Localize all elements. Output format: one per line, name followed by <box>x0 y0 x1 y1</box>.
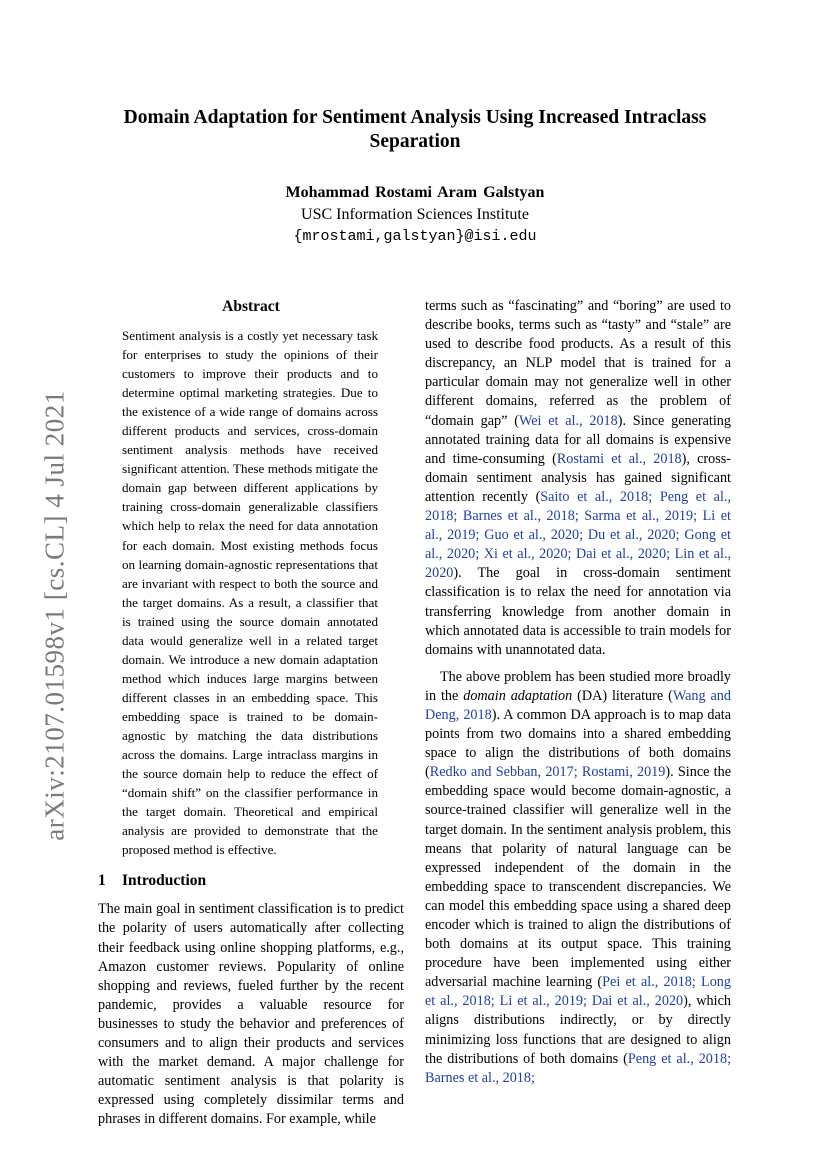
author-block <box>110 182 720 248</box>
citation-link[interactable]: Saito et al., 2018; Peng et al., 2018; Barnes et al., 2018; Sarma et al., 2019; Li et al., 2019; Guo et al., 2020; Du et al., 2020; Gong et al., 2020; Xi et al., 2020; Dai et al., 2020; Lin et al., 2020 <box>425 488 731 582</box>
citation-link[interactable]: Rostami et al., 2018 <box>556 450 682 467</box>
paragraph-text: ), cross-domain sentiment analysis has gained significant attention recently ( <box>425 450 731 505</box>
paragraph-text: ), which aligns distributions indirectly, or by directly minimizing loss functions that are designed to align the distributions of both domains ( <box>425 993 731 1067</box>
citation-link[interactable]: Wei et al., 2018 <box>518 412 618 429</box>
section-number: 1 <box>98 872 106 890</box>
left-column <box>98 297 404 1129</box>
paragraph-text: ). Since the embedding space would become domain-agnostic, a source-trained classifier will generalize well in the target domain. In the sentiment analysis problem, this means that polarity of natural language can be expressed independent of the domain in the embedding space to transcendent discrepancies. We can model this embedding space using a shared deep encoder which is trained to align the distributions of both domains at its output space. This training procedure have been implemented using either adversarial machine learning ( <box>425 764 732 991</box>
abstract-heading: Abstract <box>222 298 280 315</box>
paragraph-text: (DA) literature ( <box>572 687 673 704</box>
right-column <box>425 297 731 1088</box>
citation-link[interactable]: Wang and Deng, 2018 <box>425 687 731 723</box>
arxiv-identifier <box>40 385 70 845</box>
paragraph-text: ). Since generating annotated training data for all domains is expensive and time-consuming ( <box>425 412 731 467</box>
paragraph-text: The above problem has been studied more broadly in the <box>425 668 731 704</box>
citation-link[interactable]: Pei et al., 2018; Long et al., 2018; Li et al., 2019; Dai et al., 2020 <box>425 974 731 1010</box>
section-title: Introduction <box>122 872 207 890</box>
introduction-heading <box>98 871 404 891</box>
author-email: {mrostami,galstyan}@isi.edu <box>293 228 537 245</box>
paragraph-text: ). A common DA approach is to map data points from two domains into a shared embedding space to align the distributions of both domains ( <box>425 706 732 781</box>
citation-link[interactable]: Peng et al., 2018; Barnes et al., 2018; <box>425 1050 732 1086</box>
arxiv-identifier-text: arXiv:2107.01598v1 [cs.CL] 4 Jul 2021 <box>39 389 70 841</box>
emphasis-text: domain adaptation <box>463 687 573 704</box>
author-names: Mohammad Rostami Aram Galstyan <box>285 184 545 201</box>
intro-paragraph-1: The main goal in sentiment classification is to predict the polarity of users automatically after collecting their feedback using online shopping platforms, e.g., Amazon customer reviews. Popularity of online shopping and reviews, fueled further by the recent pandemic, provides a valuable resource for businesses to study the behavior and preferences of consumers and to align their products and services with the market demand. A major challenge for automatic sentiment analysis is that polarity is expressed using completely dissimilar terms and phrases in different domains. For example, while <box>98 901 404 1128</box>
intro-paragraph-2 <box>425 668 731 1088</box>
citation-link[interactable]: Redko and Sebban, 2017; Rostami, 2019 <box>429 764 666 781</box>
paragraph-text: terms such as “fascinating” and “boring” are used to describe books, terms such as “tasty” and “stale” are used to describe food products. As a result of this discrepancy, an NLP model that is trained for a particular domain may not generalize well in other different domains, referred as the problem of “domain gap” ( <box>425 298 731 429</box>
intro-paragraph-1-continued <box>425 297 731 660</box>
abstract-text: Sentiment analysis is a costly yet necessary task for enterprises to study the opinions of their customers to improve their products and to determine optimal marketing strategies. Due to the existence of a wide range of domains across different products and services, cross-domain sentiment analysis methods have received significant attention. These methods mitigate the domain gap between different applications by training cross-domain generalizable classifiers which help to relax the need for data annotation for each domain. Most existing methods focus on learning domain-agnostic representations that are invariant with respect to both the source and the target domains. As a result, a classifier that is trained using the source domain annotated data would generalize well in a related target domain. We introduce a new domain adaptation method which induces large margins between different classes in an embedding space. This embedding space is trained to be domain-agnostic by matching the data distributions across the domains. Large intraclass margins in the source domain help to reduce the effect of “domain shift” on the classifier performance in the target domain. Theoretical and empirical analysis are provided to demonstrate that the proposed method is effective. <box>122 328 378 858</box>
paragraph-text: ). The goal in cross-domain sentiment classification is to relax the need for annotation via transferring knowledge from another domain in which annotated data is accessible to train models for domains with unannotated data. <box>425 565 731 658</box>
paper-title: Domain Adaptation for Sentiment Analysis Using Increased Intraclass Separation <box>123 107 707 152</box>
author-affiliation: USC Information Sciences Institute <box>301 206 529 223</box>
